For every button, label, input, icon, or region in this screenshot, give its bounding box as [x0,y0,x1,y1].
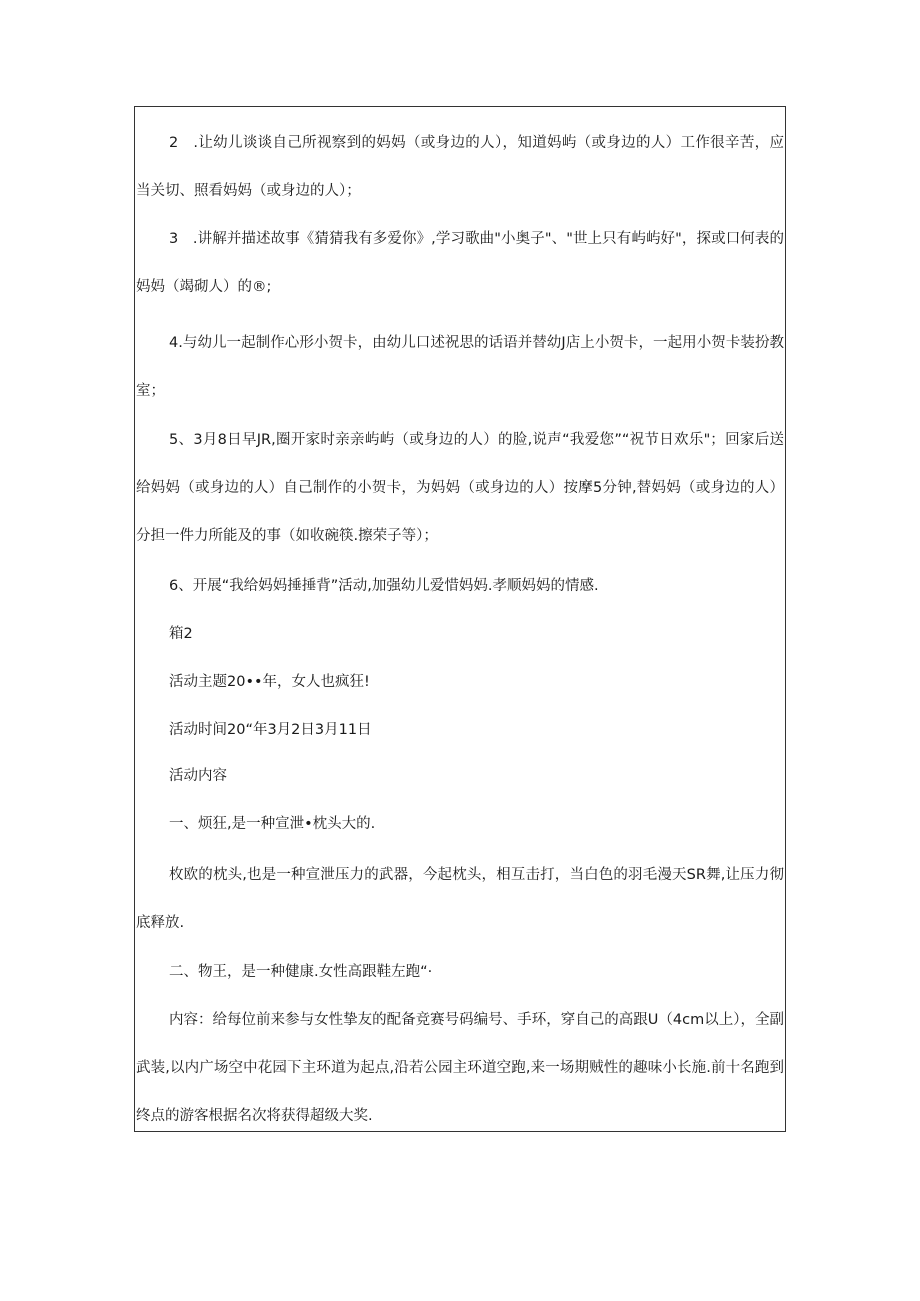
paragraph-3: 4.与幼儿一起制作心形小贺卡，由幼儿口述祝思的话语并替幼J店上小贺卡，一起用小贺卡装扮教室； [136,335,784,399]
item-one-heading: 一、烦狂,是一种宣泄•枕头大的. [169,816,376,832]
item-one-text: 枚欧的枕头,也是一种宣泄压力的武器，今起枕头，相互击打，当白色的羽毛漫天SR舞,让压力彻底释放. [136,867,784,931]
paragraph-2: 3 .讲解并描述故事《猜猜我有多爱你》,学习歌曲"小奥子"、"世上只有屿屿好"，探或口何表的妈妈（竭砌人）的®; [136,231,784,295]
paragraph-5: 6、开展“我给妈妈捶捶背”活动,加强幼儿爱惜妈妈.孝顺妈妈的情感. [169,578,599,594]
activity-content-heading: 活动内容 [169,768,227,784]
paragraph-1: 2 .让幼儿谈谈自己所视察到的妈妈（或身边的人），知道妈屿（或身边的人）工作很辛苦，应当关切、照看妈妈（或身边的人）； [136,135,784,199]
paragraph-4: 5、3月8日早JR,圈开家时亲亲屿屿（或身边的人）的脸,说声“我爱您”“祝节日欢乐"；回家后送给妈妈（或身边的人）自己制作的小贺卡，为妈妈（或身边的人）按摩5分钟,替妈妈（或身边的人）分担一件力所能及的事（如收碗筷.擦荣子等）； [136,432,784,544]
activity-theme: 活动主题20••年，女人也疯狂! [169,674,370,690]
item-two-text: 内容：给每位前来参与女性挚友的配备竞赛号码编号、手环，穿自己的高跟U（4cm以上），全副武装,以内广场空中花园下主环道为起点,沿若公园主环道空跑,来一场期贼性的趣味小长施.前十名跑到终点的游客根据名次将获得超级大奖. [136,1012,784,1124]
item-two-heading: 二、物王，是一种健康.女性高跟鞋左跑“· [169,964,433,980]
activity-time: 活动时间20“年3月2日3月11日 [169,722,372,738]
section-heading: 箱2 [169,626,193,642]
